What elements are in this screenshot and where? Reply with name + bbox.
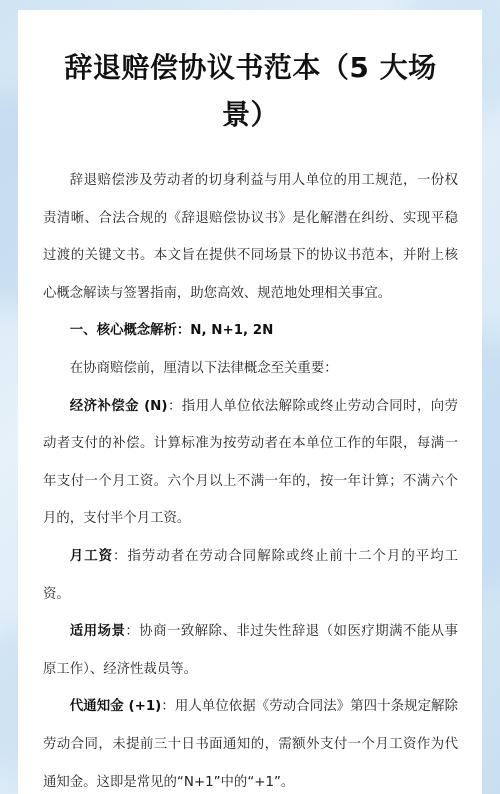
term-label: 月工资 (69, 548, 114, 564)
term-definition: ：指用人单位依法解除或终止劳动合同时，向劳动者支付的补偿。计算标准为按劳动者在本单位工作的年限，每满一年支付一个月工资。六个月以上不满一年的，按一年计算；不满六个月的，支付半个月工资。 (43, 398, 459, 527)
section-heading: 一、核心概念解析：N, N+1, 2N (69, 323, 274, 339)
intro-paragraph: 辞退赔偿涉及劳动者的切身利益与用人单位的用工规范，一份权责清晰、合法合规的《辞退赔偿协议书》是化解潜在纠纷、实现平稳过渡的关键文书。本文旨在提供不同场景下的协议书范本，并附上核心概念解读与签署指南，助您高效、规范地处理相关事宜。 (43, 173, 458, 301)
term-definition: ：指劳动者在劳动合同解除或终止前十二个月的平均工资。 (43, 548, 459, 602)
term-definition: ：协商一致解除、非过失性辞退（如医疗期满不能从事原工作）、经济性裁员等。 (43, 624, 459, 677)
term-label: 经济补偿金 (N) (69, 398, 168, 414)
section-lead: 在协商赔偿前，厘清以下法律概念至关重要： (69, 360, 338, 376)
definition-applicable-scenarios (43, 613, 458, 688)
definition-notice-pay (43, 688, 458, 794)
document-title: 辞退赔偿协议书范本（5 大场景） (64, 51, 437, 131)
document-page (18, 10, 482, 794)
term-definition: ：用人单位依据《劳动合同法》第四十条规定解除劳动合同，未提前三十日书面通知的，需额外支付一个月工资作为代通知金。这即是常见的“N+1”中的“+1”。 (43, 699, 458, 790)
definition-monthly-wage (43, 538, 458, 613)
definition-economic-compensation (43, 388, 458, 538)
term-label: 代通知金 (+1) (69, 699, 162, 715)
term-label: 适用场景 (69, 624, 126, 640)
